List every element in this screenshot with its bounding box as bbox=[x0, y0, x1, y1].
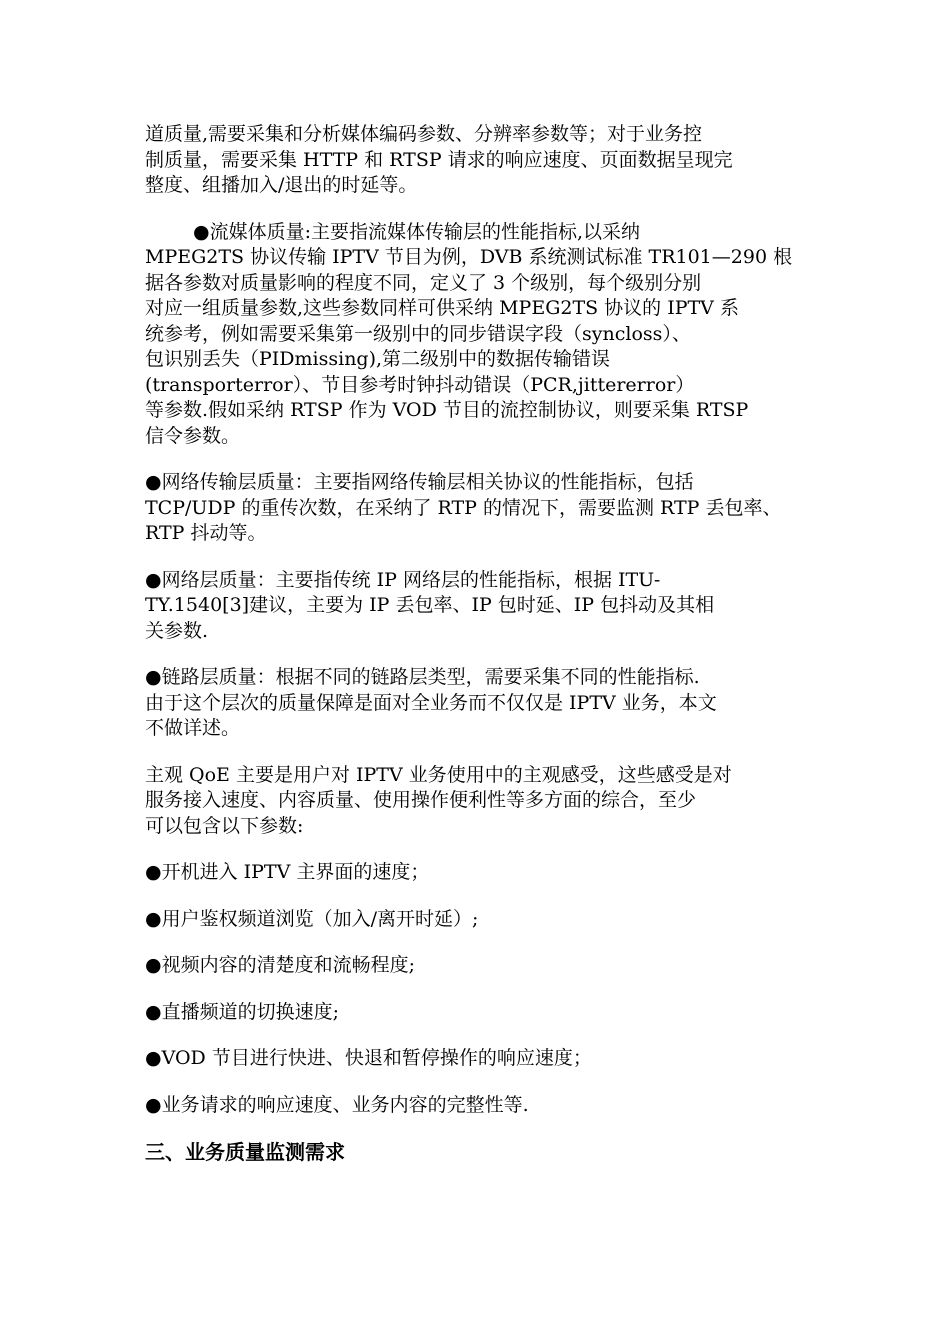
text-line: 对应一组质量参数,这些参数同样可供采纳 MPEG2TS 协议的 IPTV 系 bbox=[145, 297, 739, 319]
text-line: ●网络传输层质量：主要指网络传输层相关协议的性能指标，包括 bbox=[145, 471, 694, 493]
bullet-item: ●VOD 节目进行快进、快退和暂停操作的响应速度； bbox=[145, 1047, 592, 1069]
text-line: 信令参数。 bbox=[145, 424, 241, 447]
text-line: 关参数. bbox=[145, 619, 209, 642]
text-line: 由于这个层次的质量保障是面对全业务而不仅仅是 IPTV 业务，本文 bbox=[145, 691, 717, 714]
bullet-item: ●直播频道的切换速度; bbox=[145, 1000, 339, 1023]
text-line: 包识别丢失（PIDmissing),第二级别中的数据传输错误 bbox=[145, 348, 611, 370]
bullet-item: ●开机进入 IPTV 主界面的速度； bbox=[145, 861, 430, 883]
text-line: 服务接入速度、内容质量、使用操作便利性等多方面的综合，至少 bbox=[145, 789, 697, 811]
paragraph-streaming-quality bbox=[145, 220, 825, 450]
text-line: 不做详述。 bbox=[145, 717, 241, 739]
text-line: ●网络层质量：主要指传统 IP 网络层的性能指标，根据 ITU- bbox=[145, 568, 661, 591]
text-line: 据各参数对质量影响的程度不同，定义了 3 个级别，每个级别分别 bbox=[145, 271, 702, 294]
bullet-item: ●视频内容的清楚度和流畅程度; bbox=[145, 954, 415, 976]
text-line: 可以包含以下参数: bbox=[145, 814, 304, 837]
section-heading: 三、业务质量监测需求 bbox=[145, 1140, 345, 1164]
text-line: 道质量,需要采集和分析媒体编码参数、分辨率参数等；对于业务控 bbox=[145, 123, 703, 145]
paragraph-channel-quality bbox=[145, 122, 825, 199]
text-line: 主观 QoE 主要是用户对 IPTV 业务使用中的主观感受，这些感受是对 bbox=[145, 763, 732, 786]
text-line: ●流媒体质量:主要指流媒体传输层的性能指标,以采纳 bbox=[193, 220, 641, 243]
text-line: ●链路层质量：根据不同的链路层类型，需要采集不同的性能指标. bbox=[145, 666, 700, 688]
document-page bbox=[145, 122, 825, 1165]
text-line: TY.1540[3]建议，主要为 IP 丢包率、IP 包时延、IP 包抖动及其相 bbox=[145, 594, 715, 616]
bullet-item: ●业务请求的响应速度、业务内容的完整性等. bbox=[145, 1093, 529, 1116]
text-line: TCP/UDP 的重传次数，在采纳了 RTP 的情况下，需要监测 RTP 丢包率、 bbox=[145, 496, 782, 519]
bullet-item: ●用户鉴权频道浏览（加入/离开时延）; bbox=[145, 907, 479, 930]
paragraph-link-layer-quality bbox=[145, 665, 825, 742]
text-line: RTP 抖动等。 bbox=[145, 522, 267, 544]
text-line: 整度、组播加入/退出的时延等。 bbox=[145, 174, 418, 196]
paragraph-transport-layer-quality bbox=[145, 470, 825, 547]
text-line: (transporterror）、节目参考时钟抖动错误（PCR,jittererror） bbox=[145, 373, 695, 396]
text-line: 统参考，例如需要采集第一级别中的同步错误字段（syncloss）、 bbox=[145, 322, 691, 345]
text-line: 制质量，需要采集 HTTP 和 RTSP 请求的响应速度、页面数据呈现完 bbox=[145, 148, 733, 171]
text-line: 等参数.假如采纳 RTSP 作为 VOD 节目的流控制协议，则要采集 RTSP bbox=[145, 399, 749, 421]
paragraph-network-layer-quality bbox=[145, 568, 825, 645]
text-line: MPEG2TS 协议传输 IPTV 节目为例，DVB 系统测试标准 TR101—290 根 bbox=[145, 246, 793, 268]
paragraph-subjective-qoe bbox=[145, 763, 825, 840]
